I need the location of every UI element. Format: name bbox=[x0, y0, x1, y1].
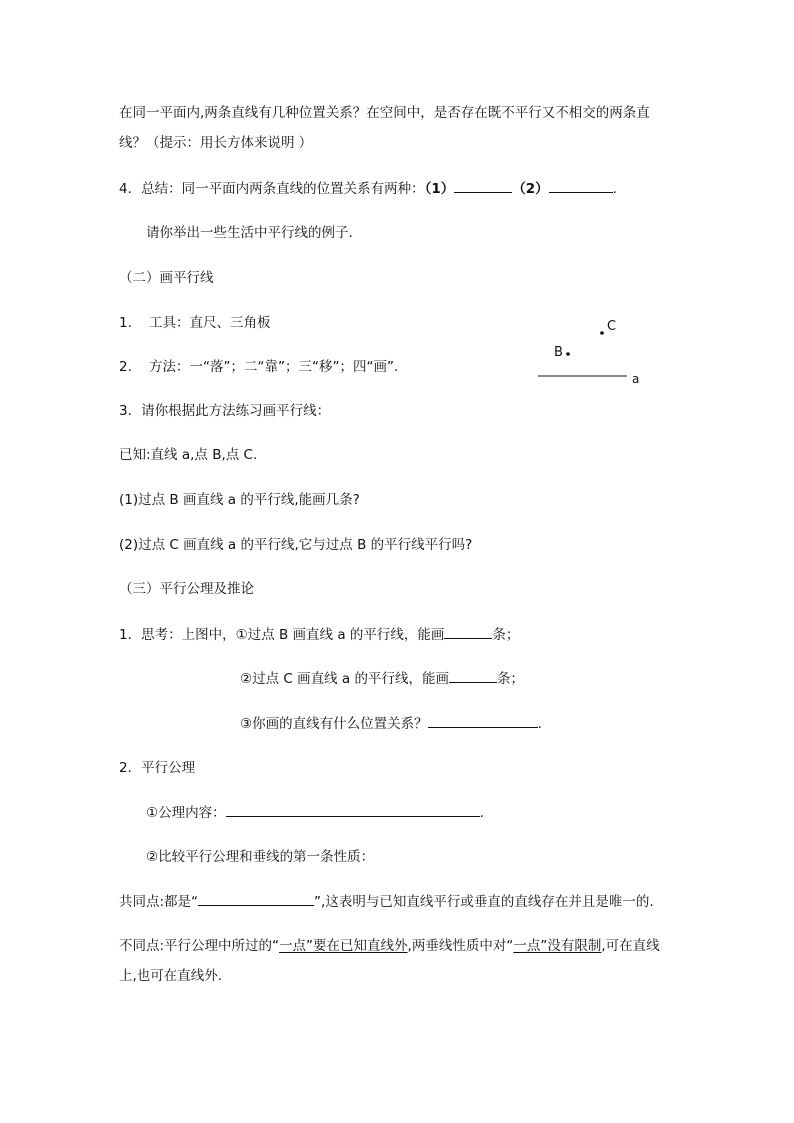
think-line-1 bbox=[119, 624, 519, 645]
difference-end: ,可在直线 bbox=[601, 938, 660, 954]
think-3-end: . bbox=[537, 716, 542, 732]
think-3-text: ③你画的直线有什么位置关系？ bbox=[240, 716, 428, 732]
common-point-line bbox=[119, 891, 654, 912]
answer-blank-4[interactable] bbox=[449, 668, 497, 683]
think-2-text: ②过点 C 画直线 a 的平行线，能画 bbox=[240, 671, 449, 687]
axiom-content-line bbox=[146, 802, 484, 823]
summary-option-2: （2） bbox=[512, 181, 549, 197]
think-1-end: 条； bbox=[492, 627, 520, 643]
point-b-dot bbox=[566, 352, 570, 356]
difference-line-1 bbox=[119, 936, 660, 956]
tools-number: 1. bbox=[119, 315, 132, 331]
answer-blank-1[interactable] bbox=[454, 178, 512, 193]
question-1: (1)过点 B 画直线 a 的平行线,能画几条? bbox=[119, 492, 360, 508]
common-point-start: 共同点:都是“ bbox=[119, 894, 199, 910]
compare-prompt: ②比较平行公理和垂线的第一条性质： bbox=[146, 849, 375, 865]
summary-option-1: （1） bbox=[424, 181, 455, 197]
method-number: 2. bbox=[119, 359, 132, 375]
think-line-3 bbox=[240, 713, 542, 734]
question-line-1: 在同一平面内,两条直线有几种位置关系？在空间中，是否存在既不平行又不相交的两条直 bbox=[119, 105, 650, 121]
section-title-draw-parallel: （二）画平行线 bbox=[119, 270, 214, 286]
answer-blank-5[interactable] bbox=[428, 713, 538, 728]
practice-prompt: 3．请你根据此方法练习画平行线： bbox=[119, 403, 331, 419]
summary-line bbox=[119, 178, 617, 199]
figure-svg bbox=[530, 312, 650, 392]
method-item bbox=[119, 357, 398, 377]
point-b-label: B bbox=[554, 345, 563, 360]
axiom-content-end: . bbox=[479, 805, 484, 821]
answer-blank-7[interactable] bbox=[198, 891, 314, 906]
difference-underlined-2: 一点”没有限制 bbox=[513, 938, 602, 954]
given-statement: 已知:直线 a,点 B,点 C. bbox=[119, 447, 258, 463]
axiom-content-label: ①公理内容： bbox=[146, 805, 226, 821]
common-point-end: ”,这表明与已知直线平行或垂直的直线存在并且是唯一的. bbox=[314, 894, 654, 910]
tools-item bbox=[119, 313, 271, 333]
point-c-label: C bbox=[607, 319, 617, 334]
answer-blank-6[interactable] bbox=[226, 802, 480, 817]
tools-text: 工具：直尺、三角板 bbox=[149, 315, 271, 331]
think-1-text: 1．思考：上图中，①过点 B 画直线 a 的平行线，能画 bbox=[119, 627, 445, 643]
difference-middle: ,两垂线性质中对“ bbox=[407, 938, 514, 954]
think-2-end: 条； bbox=[496, 671, 524, 687]
think-line-2 bbox=[240, 668, 524, 689]
point-c-dot bbox=[600, 331, 604, 335]
answer-blank-3[interactable] bbox=[444, 624, 492, 639]
example-prompt: 请你举出一些生活中平行线的例子. bbox=[146, 225, 353, 241]
line-a-label: a bbox=[632, 372, 640, 386]
question-2: (2)过点 C 画直线 a 的平行线,它与过点 B 的平行线平行吗? bbox=[119, 537, 473, 553]
geometry-figure bbox=[530, 312, 650, 392]
axiom-title: 2．平行公理 bbox=[119, 760, 196, 776]
summary-prefix: 4．总结：同一平面内两条直线的位置关系有两种： bbox=[119, 181, 425, 197]
difference-underlined-1: 一点”要在已知直线外 bbox=[279, 938, 408, 954]
difference-line-2: 上,也可在直线外. bbox=[119, 968, 223, 984]
answer-blank-2[interactable] bbox=[549, 178, 613, 193]
section-title-axiom: （三）平行公理及推论 bbox=[119, 581, 254, 597]
summary-end: . bbox=[612, 181, 617, 197]
question-line-2: 线？（提示：用长方体来说明 ） bbox=[119, 135, 313, 151]
method-text: 方法：一“落”；二“靠”；三“移”；四“画”. bbox=[149, 359, 399, 375]
difference-start: 不同点:平行公理中所过的“ bbox=[119, 938, 280, 954]
